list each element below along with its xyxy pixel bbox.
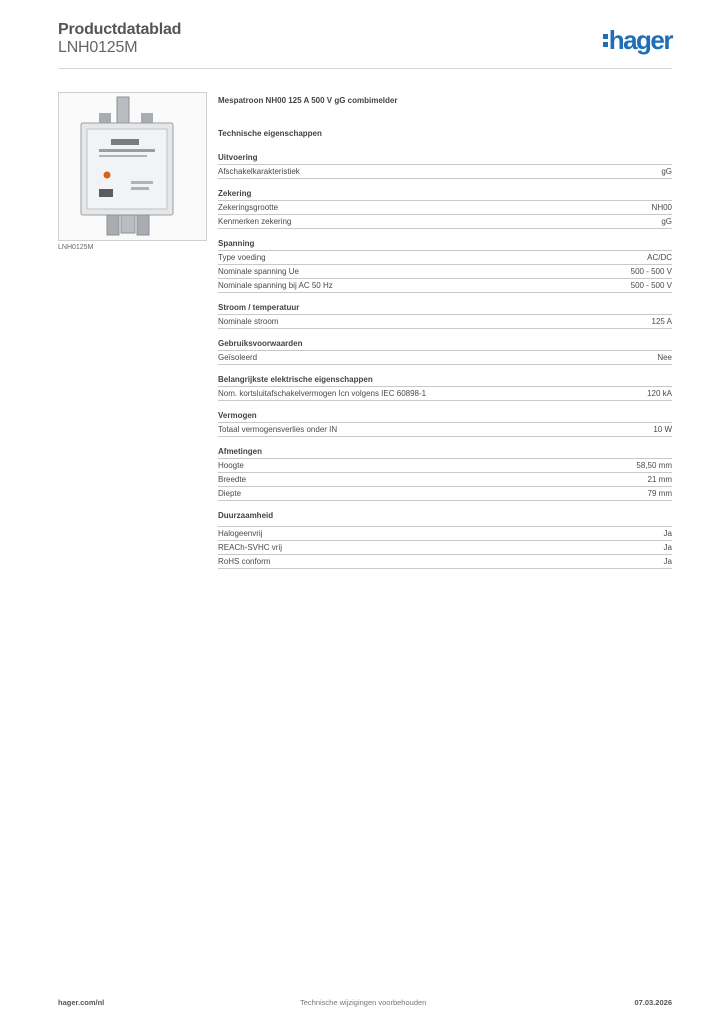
spec-section xyxy=(218,302,672,329)
section-title: Stroom / temperatuur xyxy=(218,302,672,315)
spec-section xyxy=(218,152,672,179)
spec-value: gG xyxy=(661,167,672,176)
spec-sections xyxy=(218,152,672,569)
footer-date: 07.03.2026 xyxy=(634,998,672,1007)
photo-caption: LNH0125M xyxy=(58,244,94,251)
tech-heading: Technische eigenschappen xyxy=(218,129,322,138)
spec-row xyxy=(218,423,672,437)
logo-text: hager xyxy=(608,25,672,55)
spec-label: Nominale spanning bij AC 50 Hz xyxy=(218,281,333,290)
spec-row xyxy=(218,279,672,293)
spec-label: Totaal vermogensverlies onder IN xyxy=(218,425,338,434)
section-title: Gebruiksvoorwaarden xyxy=(218,338,672,351)
spec-content xyxy=(218,96,672,578)
nh-fuse-cartridge-photo xyxy=(58,92,207,241)
spec-value: 21 mm xyxy=(647,475,672,484)
spec-row xyxy=(218,487,672,501)
logo-dots-icon xyxy=(603,34,608,50)
spec-row xyxy=(218,555,672,569)
section-title: Zekering xyxy=(218,188,672,201)
spec-section xyxy=(218,410,672,437)
spec-value: 58,50 mm xyxy=(636,461,672,470)
spec-value: gG xyxy=(661,217,672,226)
section-title: Afmetingen xyxy=(218,446,672,459)
spec-section xyxy=(218,510,672,569)
footer-website-link[interactable]: hager.com/nl xyxy=(58,998,105,1007)
spec-value: NH00 xyxy=(651,203,672,212)
spec-row xyxy=(218,473,672,487)
spec-value: Nee xyxy=(657,353,672,362)
spec-label: RoHS conform xyxy=(218,557,271,566)
spec-label: Geïsoleerd xyxy=(218,353,258,362)
footer-disclaimer: Technische wijzigingen voorbehouden xyxy=(300,998,427,1007)
spec-row xyxy=(218,387,672,401)
spec-value: AC/DC xyxy=(647,253,672,262)
spec-label: Zekeringsgrootte xyxy=(218,203,279,212)
spec-label: Halogeenvrij xyxy=(218,529,263,538)
spec-value: Ja xyxy=(663,543,672,552)
spec-value: 120 kA xyxy=(647,389,672,398)
spec-row xyxy=(218,315,672,329)
section-title: Vermogen xyxy=(218,410,672,423)
spec-section xyxy=(218,374,672,401)
header-divider xyxy=(58,68,672,69)
spec-label: REACh-SVHC vrij xyxy=(218,543,283,552)
spec-value: 10 W xyxy=(653,425,672,434)
product-title: Mespatroon NH00 125 A 500 V gG combimelder xyxy=(218,96,398,105)
spec-value: Ja xyxy=(663,557,672,566)
spec-row xyxy=(218,265,672,279)
spec-label: Nominale spanning Ue xyxy=(218,267,299,276)
spec-label: Kenmerken zekering xyxy=(218,217,292,226)
spec-label: Nominale stroom xyxy=(218,317,279,326)
section-title: Uitvoering xyxy=(218,152,672,165)
spec-section xyxy=(218,188,672,229)
spec-row xyxy=(218,541,672,555)
section-title: Duurzaamheid xyxy=(218,510,672,527)
spec-value: 79 mm xyxy=(647,489,672,498)
spec-value: Ja xyxy=(663,529,672,538)
spec-row xyxy=(218,351,672,365)
spec-row xyxy=(218,251,672,265)
spec-row xyxy=(218,215,672,229)
section-title: Spanning xyxy=(218,238,672,251)
spec-section xyxy=(218,446,672,501)
spec-value: 500 - 500 V xyxy=(630,267,672,276)
spec-value: 500 - 500 V xyxy=(630,281,672,290)
spec-row xyxy=(218,459,672,473)
spec-label: Diepte xyxy=(218,489,242,498)
spec-label: Breedte xyxy=(218,475,247,484)
spec-value: 125 A xyxy=(651,317,672,326)
spec-row xyxy=(218,527,672,541)
spec-label: Afschakelkarakteristiek xyxy=(218,167,300,176)
spec-row xyxy=(218,165,672,179)
spec-row xyxy=(218,201,672,215)
page-title: Productdatablad xyxy=(58,21,182,38)
spec-label: Hoogte xyxy=(218,461,244,470)
section-title: Belangrijkste elektrische eigenschappen xyxy=(218,374,672,387)
spec-section xyxy=(218,338,672,365)
product-code: LNH0125M xyxy=(58,39,138,56)
hager-logo[interactable] xyxy=(603,27,672,53)
spec-section xyxy=(218,238,672,293)
fuse-illustration xyxy=(59,93,206,240)
spec-label: Nom. kortsluitafschakelvermogen Icn volgens IEC 60898-1 xyxy=(218,389,427,398)
spec-label: Type voeding xyxy=(218,253,266,262)
